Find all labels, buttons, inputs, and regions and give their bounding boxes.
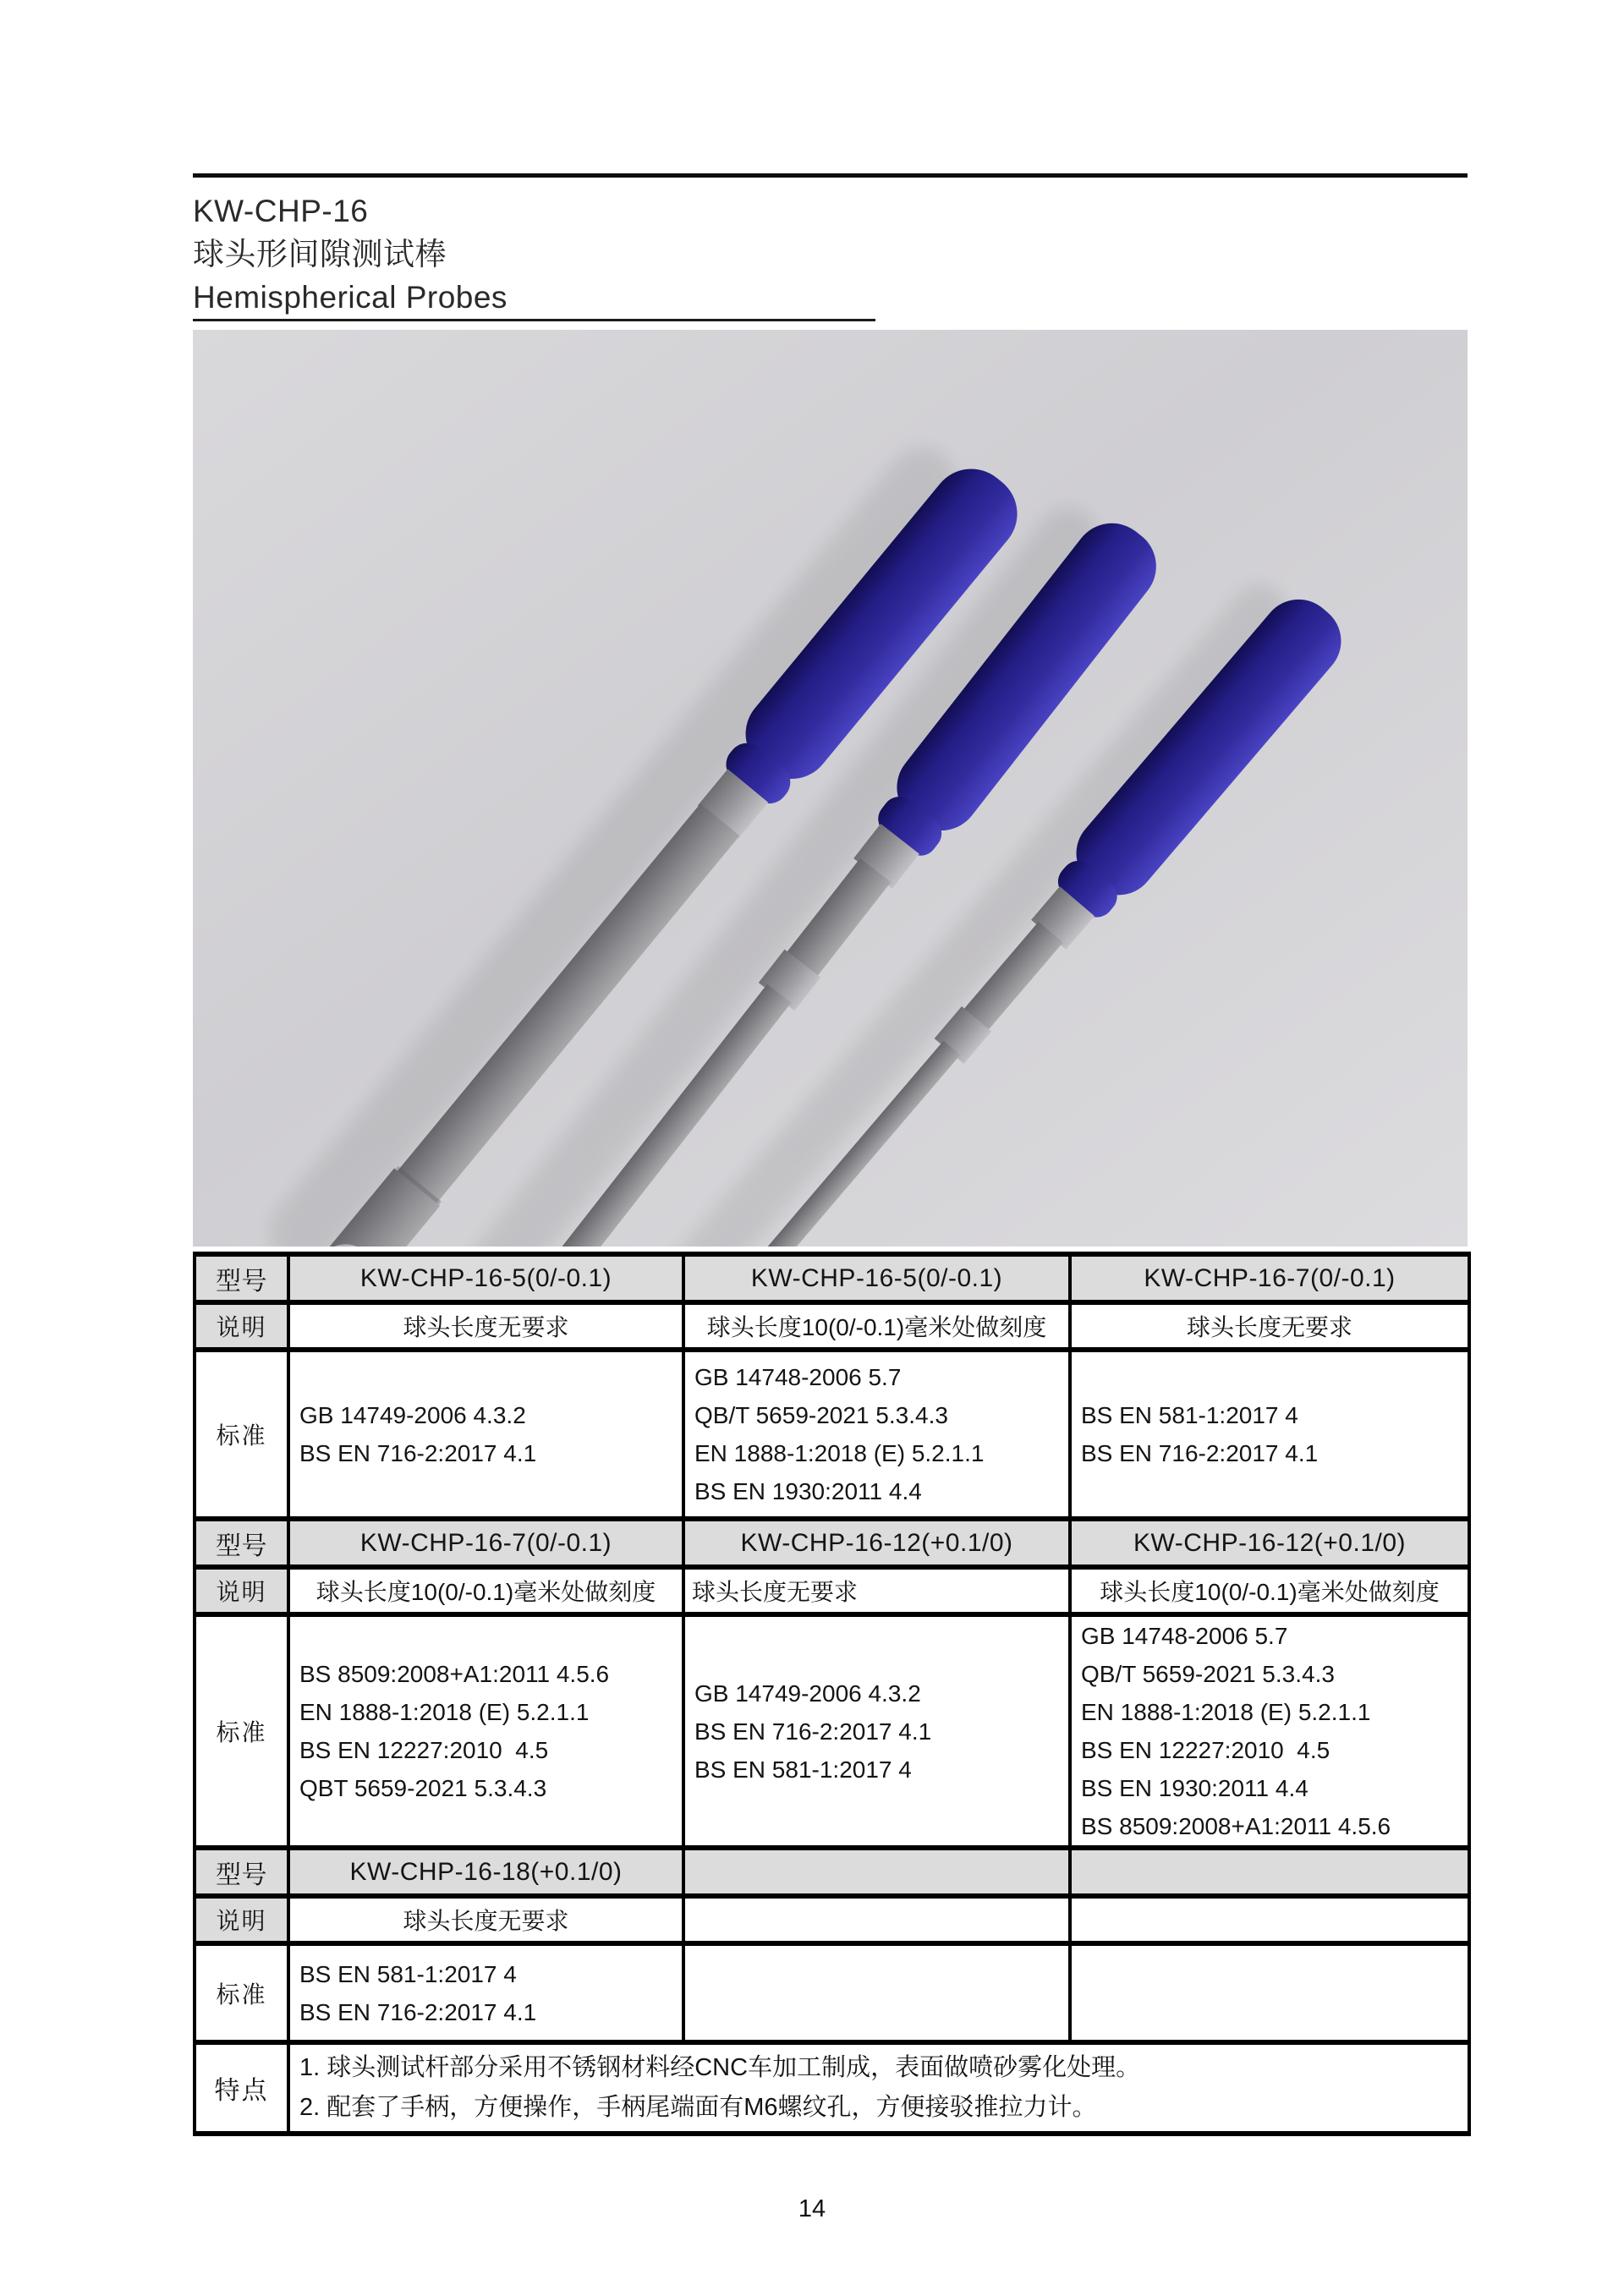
- standards-cell: BS 8509:2008+A1:2011 4.5.6 EN 1888-1:2018 (E) 5.2.1.1 BS EN 12227:2010 4.5 QBT 5659-2021 5.3.4.3: [288, 1614, 683, 1848]
- model-cell-empty: [683, 1848, 1070, 1896]
- description-cell: 球头长度无要求: [288, 1302, 683, 1350]
- standards-cell: BS EN 581-1:2017 4 BS EN 716-2:2017 4.1: [288, 1943, 683, 2042]
- standards-cell: GB 14748-2006 5.7 QB/T 5659-2021 5.3.4.3 EN 1888-1:2018 (E) 5.2.1.1 BS EN 1930:2011 4.4: [683, 1350, 1070, 1519]
- standards-row-1: [195, 1350, 1469, 1519]
- standards-row-label: 标准: [195, 1943, 288, 2042]
- standards-row-label: 标准: [195, 1350, 288, 1519]
- description-row-2: [195, 1567, 1469, 1614]
- model-cell: KW-CHP-16-18(+0.1/0): [288, 1848, 683, 1896]
- page-heading: [193, 189, 508, 319]
- page-number: 14: [798, 2195, 826, 2222]
- title-underline: [193, 319, 875, 321]
- features-row: [195, 2042, 1469, 2134]
- standards-cell-empty: [683, 1943, 1070, 2042]
- description-row-label: 说明: [195, 1567, 288, 1614]
- standards-row-label: 标准: [195, 1614, 288, 1848]
- features-cell: 1. 球头测试杆部分采用不锈钢材料经CNC车加工制成，表面做喷砂雾化处理。 2. 配套了手柄，方便操作，手柄尾端面有M6螺纹孔，方便接驳推拉力计。: [288, 2042, 1469, 2134]
- model-cell: KW-CHP-16-5(0/-0.1): [288, 1254, 683, 1302]
- standards-cell: GB 14748-2006 5.7 QB/T 5659-2021 5.3.4.3 EN 1888-1:2018 (E) 5.2.1.1 BS EN 12227:2010 4.5 BS EN 1930:2011 4.4 BS 8509:2008+A1:2011 4.5.6: [1070, 1614, 1469, 1848]
- model-cell: KW-CHP-16-5(0/-0.1): [683, 1254, 1070, 1302]
- top-rule: [193, 173, 1468, 178]
- standards-cell: BS EN 581-1:2017 4 BS EN 716-2:2017 4.1: [1070, 1350, 1469, 1519]
- description-cell: 球头长度无要求: [1070, 1302, 1469, 1350]
- description-row-3: [195, 1896, 1469, 1943]
- model-row-2: [195, 1519, 1469, 1567]
- spec-table: [193, 1252, 1471, 2136]
- description-row-label: 说明: [195, 1302, 288, 1350]
- description-cell: 球头长度无要求: [683, 1567, 1070, 1614]
- standards-cell: GB 14749-2006 4.3.2 BS EN 716-2:2017 4.1: [288, 1350, 683, 1519]
- description-cell: 球头长度10(0/-0.1)毫米处做刻度: [1070, 1567, 1469, 1614]
- model-cell: KW-CHP-16-7(0/-0.1): [288, 1519, 683, 1567]
- description-cell-empty: [683, 1896, 1070, 1943]
- standards-row-3: [195, 1943, 1469, 2042]
- description-cell: 球头长度10(0/-0.1)毫米处做刻度: [683, 1302, 1070, 1350]
- features-row-label: 特点: [195, 2042, 288, 2134]
- product-photo: [193, 330, 1468, 1247]
- model-row-label: 型号: [195, 1519, 288, 1567]
- page-title-model-code: KW-CHP-16: [193, 194, 369, 228]
- model-row-1: [195, 1254, 1469, 1302]
- description-cell-empty: [1070, 1896, 1469, 1943]
- model-cell-empty: [1070, 1848, 1469, 1896]
- standards-cell: GB 14749-2006 4.3.2 BS EN 716-2:2017 4.1 BS EN 581-1:2017 4: [683, 1614, 1070, 1848]
- standards-cell-empty: [1070, 1943, 1469, 2042]
- model-cell: KW-CHP-16-12(+0.1/0): [1070, 1519, 1469, 1567]
- description-row-1: [195, 1302, 1469, 1350]
- description-row-label: 说明: [195, 1896, 288, 1943]
- model-row-label: 型号: [195, 1254, 288, 1302]
- standards-row-2: [195, 1614, 1469, 1848]
- description-cell: 球头长度无要求: [288, 1896, 683, 1943]
- description-cell: 球头长度10(0/-0.1)毫米处做刻度: [288, 1567, 683, 1614]
- model-row-label: 型号: [195, 1848, 288, 1896]
- model-cell: KW-CHP-16-7(0/-0.1): [1070, 1254, 1469, 1302]
- model-cell: KW-CHP-16-12(+0.1/0): [683, 1519, 1070, 1567]
- model-row-3: [195, 1848, 1469, 1896]
- page-title-zh: 球头形间隙测试棒: [193, 237, 447, 271]
- page-title-en: Hemispherical Probes: [193, 280, 508, 315]
